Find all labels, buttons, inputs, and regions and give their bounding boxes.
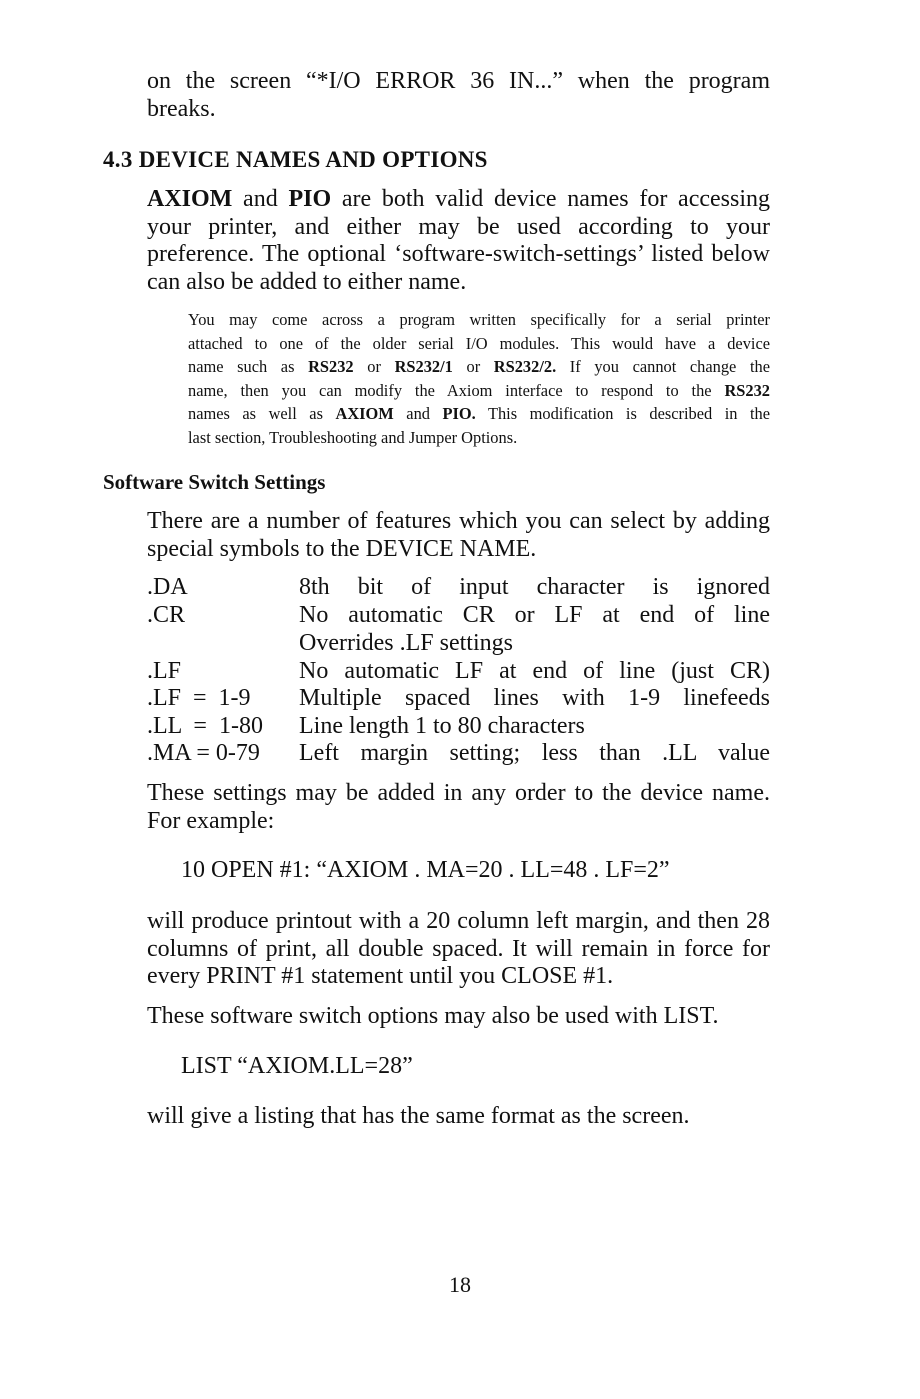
note-line-4 xyxy=(188,379,770,403)
result-line-3: every PRINT #1 statement until you CLOSE #1. xyxy=(147,963,614,990)
switch-intro-line-2: special symbols to the DEVICE NAME. xyxy=(147,535,537,562)
device-names-line-1 xyxy=(147,186,770,214)
option-row xyxy=(147,574,770,602)
device-names-paragraph xyxy=(147,186,770,296)
switch-intro-line-1: There are a number of features which you can select by adding xyxy=(147,508,770,534)
rs232-2-term: RS232/2. xyxy=(493,357,557,376)
text-run: name, then you can modify the Axiom interface to respond to the xyxy=(188,380,725,400)
text-run: If you cannot change the xyxy=(556,357,770,376)
rs232-term: RS232 xyxy=(308,357,354,376)
example-code-line: 10 OPEN #1: “AXIOM . MA=20 . LL=48 . LF=2” xyxy=(181,857,670,883)
software-switch-heading: Software Switch Settings xyxy=(103,470,326,494)
intro-line-2: breaks. xyxy=(147,95,216,122)
list-line: These software switch options may also be used with LIST. xyxy=(147,1003,719,1029)
note-line-5 xyxy=(188,402,770,426)
option-description: Overrides .LF settings xyxy=(299,630,513,656)
order-line-2: For example: xyxy=(147,807,275,834)
option-key: .DA xyxy=(147,574,188,600)
page-number: 18 xyxy=(449,1272,471,1297)
text-run: This modification is described in the xyxy=(475,404,770,423)
device-names-line-4: can also be added to either name. xyxy=(147,268,467,295)
option-description: No automatic CR or LF at end of line xyxy=(299,602,770,628)
axiom-term: AXIOM xyxy=(147,186,233,212)
device-names-line-3: preference. The optional ‘software-switch-settings’ listed below xyxy=(147,241,770,268)
note-line-3 xyxy=(188,355,770,379)
option-key: .MA = 0-79 xyxy=(147,740,260,766)
order-paragraph xyxy=(147,780,770,835)
intro-paragraph xyxy=(147,68,770,123)
final-paragraph xyxy=(147,1103,770,1131)
section-heading: 4.3 DEVICE NAMES AND OPTIONS xyxy=(103,147,488,172)
list-paragraph xyxy=(147,1003,770,1031)
option-description: Left margin setting; less than .LL value xyxy=(299,740,770,766)
list-code-line: LIST “AXIOM.LL=28” xyxy=(181,1053,413,1079)
result-paragraph xyxy=(147,908,770,991)
final-line: will give a listing that has the same format as the screen. xyxy=(147,1103,690,1129)
option-key: .LF xyxy=(147,658,182,684)
option-row xyxy=(147,685,770,713)
option-description: Multiple spaced lines with 1-9 linefeeds xyxy=(299,685,770,711)
text-run: and xyxy=(232,186,289,212)
text-run: and xyxy=(393,404,443,423)
text-run: names as well as xyxy=(188,404,336,423)
option-description: Line length 1 to 80 characters xyxy=(299,713,585,739)
switch-intro-paragraph xyxy=(147,508,770,563)
rs232-term: RS232 xyxy=(724,380,770,400)
serial-printer-note xyxy=(188,308,770,449)
intro-line-1: on the screen “*I/O ERROR 36 IN...” when the program xyxy=(147,68,770,94)
option-description: 8th bit of input character is ignored xyxy=(299,574,770,600)
pio-term: PIO. xyxy=(442,404,476,423)
rs232-1-term: RS232/1 xyxy=(394,357,453,376)
option-row xyxy=(147,658,770,686)
result-line-2: columns of print, all double spaced. It will remain in force for xyxy=(147,935,770,962)
option-row xyxy=(147,630,770,658)
option-key: .LF = 1-9 xyxy=(147,685,251,711)
option-key: .LL = 1-80 xyxy=(147,713,263,739)
note-line-1: You may come across a program written specifically for a serial printer xyxy=(188,310,770,329)
pio-term: PIO xyxy=(288,186,332,212)
option-row xyxy=(147,713,770,741)
text-run: name such as xyxy=(188,357,309,376)
note-line-6: last section, Troubleshooting and Jumper Options. xyxy=(188,427,518,447)
device-names-line-2: your printer, and either may be used according to your xyxy=(147,213,770,240)
result-line-1: will produce printout with a 20 column left margin, and then 28 xyxy=(147,908,770,934)
option-description: No automatic LF at end of line (just CR) xyxy=(299,658,770,684)
option-row xyxy=(147,602,770,630)
axiom-term: AXIOM xyxy=(335,404,394,423)
option-row xyxy=(147,740,770,768)
text-run: or xyxy=(353,357,395,376)
text-run: or xyxy=(452,357,494,376)
option-key: .CR xyxy=(147,602,186,628)
note-line-2: attached to one of the older serial I/O modules. This would have a device xyxy=(188,333,770,353)
order-line-1: These settings may be added in any order to the device name. xyxy=(147,780,770,806)
text-run: are both valid device names for accessing xyxy=(331,186,770,212)
